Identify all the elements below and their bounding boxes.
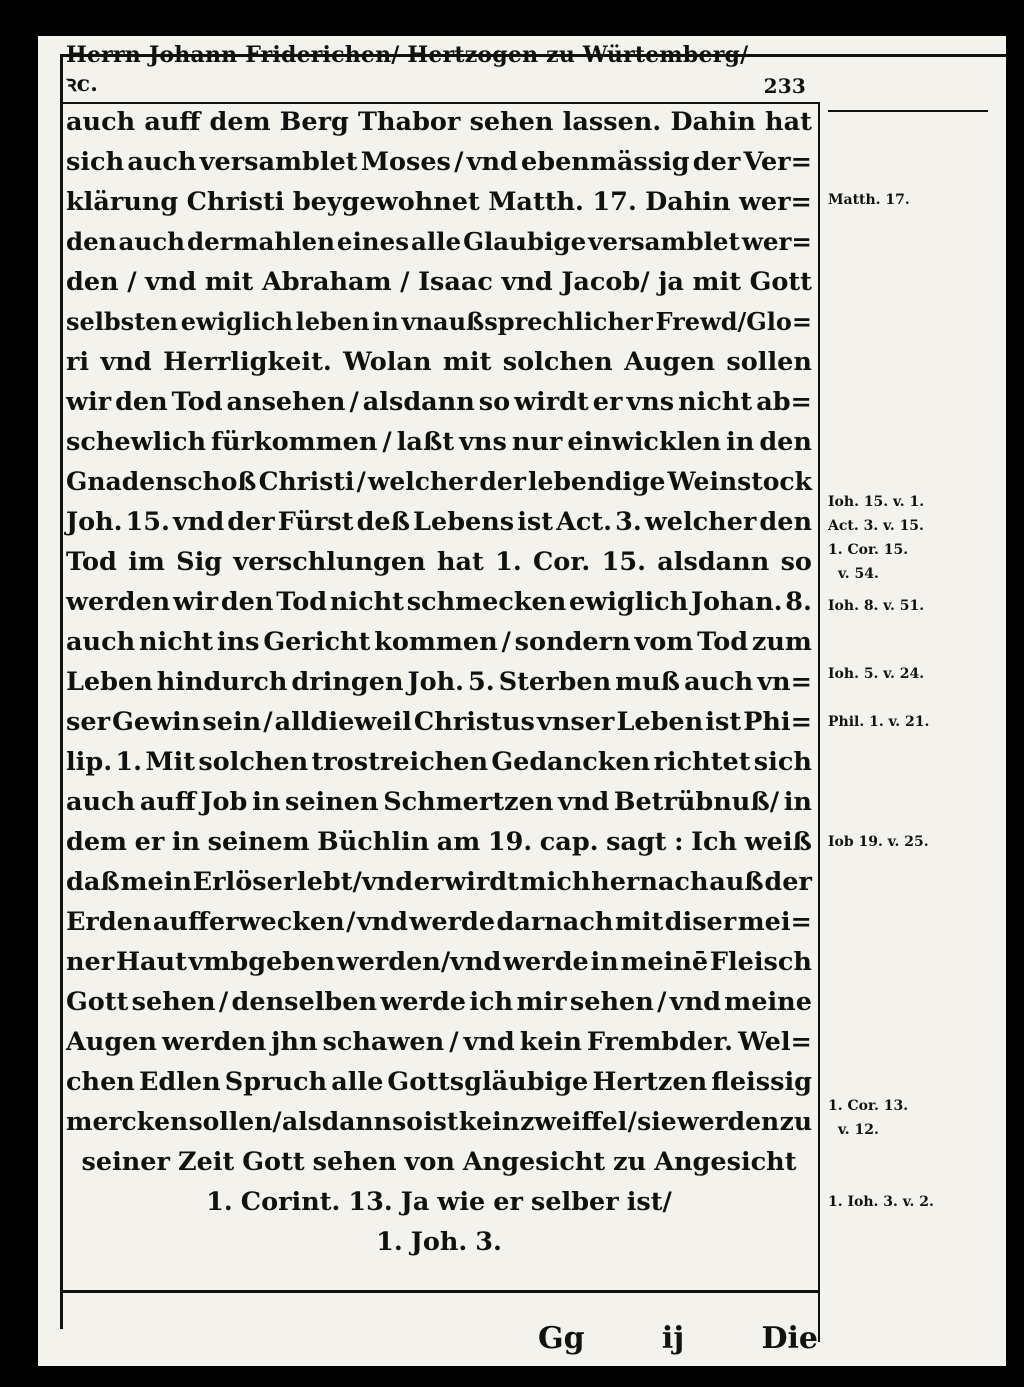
text-line: daß mein Erlöser lebt/vnd er wirdt mich hernach auß der (66, 867, 812, 897)
text-line: auch auff dem Berg Thabor sehen lassen. Dahin hat (66, 107, 812, 137)
page-number: 233 (763, 74, 806, 98)
margin-note: Phil. 1. v. 21. (828, 714, 930, 730)
text-line: ner Haut vmbgeben werden/vnd werde in meinē Fleisch (66, 947, 812, 977)
catchword-line (538, 1316, 818, 1360)
catchword: Die (761, 1320, 818, 1356)
text-line: Augen werden jhn schawen / vnd kein Frembder. Wel= (66, 1027, 812, 1057)
text-line: lip. 1. Mit solchen trostreichen Gedancken richtet sich (66, 747, 812, 777)
closing-line: seiner Zeit Gott sehen von Angesicht zu Angesicht (81, 1147, 797, 1177)
text-line: chen Edlen Spruch alle Gottsgläubige Hertzen fleissig (66, 1067, 812, 1097)
margin-note: Ioh. 15. v. 1. (828, 494, 925, 510)
text-line: klärung Christi beygewohnet Matth. 17. Dahin wer= (66, 187, 812, 217)
text-line: Erden aufferwecken / vnd werde darnach mit diser mei= (66, 907, 812, 937)
text-line: Joh. 15. vnd der Fürst deß Lebens ist Act. 3. welcher den (66, 507, 812, 537)
margin-note: Ioh. 5. v. 24. (828, 666, 925, 682)
text-line: den / vnd mit Abraham / Isaac vnd Jacob/ ja mit Gott (66, 267, 812, 297)
text-line: schewlich fürkommen / laßt vns nur einwicklen in den (66, 427, 812, 457)
margin-divider-rule (818, 102, 820, 1342)
margin-note: 1. Cor. 15. (828, 542, 909, 558)
text-line: selbsten ewiglich leben in vnaußsprechlicher Frewd/Glo= (66, 307, 812, 336)
margin-note: Iob 19. v. 25. (828, 834, 929, 850)
text-line: auch nicht ins Gericht kommen / sondern vom Tod zum (66, 627, 812, 657)
closing-line: 1. Joh. 3. (376, 1227, 502, 1257)
header-rule (60, 102, 818, 104)
book-page (38, 36, 1006, 1366)
footer-rule (60, 1290, 818, 1293)
text-line: ri vnd Herrligkeit. Wolan mit solchen Augen sollen (66, 347, 812, 377)
signature-mark: Gg (538, 1320, 585, 1356)
text-line: werden wir den Tod nicht schmecken ewiglich Johan. 8. (66, 587, 812, 617)
text-line: ser Gewin sein / alldieweil Christus vnser Leben ist Phi= (66, 707, 812, 737)
running-header (66, 42, 816, 98)
text-line: Gott sehen / denselben werde ich mir sehen / vnd meine (66, 987, 812, 1017)
signature-number: ij (661, 1320, 685, 1356)
margin-header-rule (828, 110, 988, 112)
margin-note: 1. Cor. 13. (828, 1098, 909, 1114)
margin-note: v. 12. (838, 1122, 879, 1138)
text-line: sich auch versamblet Moses / vnd ebenmässig der Ver= (66, 147, 812, 177)
text-line: Tod im Sig verschlungen hat 1. Cor. 15. alsdann so (66, 547, 812, 577)
text-line: dem er in seinem Büchlin am 19. cap. sagt : Ich weiß (66, 827, 812, 857)
text-line: wir den Tod ansehen / alsdann so wirdt er vns nicht ab= (66, 387, 812, 417)
closing-line: 1. Corint. 13. Ja wie er selber ist/ (206, 1187, 672, 1217)
text-line: Gnadenschoß Christi / welcher der lebendige Weinstock (66, 467, 812, 496)
text-line: auch auff Job in seinen Schmertzen vnd Betrübnuß/ in (66, 787, 812, 817)
text-line: den auch dermahlen eines alle Glaubige versamblet wer= (66, 227, 812, 256)
margin-note: v. 54. (838, 566, 879, 582)
margin-note: Matth. 17. (828, 192, 910, 208)
margin-note: Act. 3. v. 15. (828, 518, 924, 534)
text-line: Leben hindurch dringen Joh. 5. Sterben muß auch vn= (66, 667, 812, 697)
margin-note: Ioh. 8. v. 51. (828, 598, 925, 614)
margin-note: 1. Ioh. 3. v. 2. (828, 1194, 934, 1210)
frame-left-rule (60, 54, 63, 1329)
text-line: mercken sollen/ alsdann so ist kein zweiffel / sie werden zu (66, 1107, 812, 1136)
running-title: Herrn Johann Friderichen/ Hertzogen zu Würtemberg/ꝛc. (66, 42, 749, 97)
